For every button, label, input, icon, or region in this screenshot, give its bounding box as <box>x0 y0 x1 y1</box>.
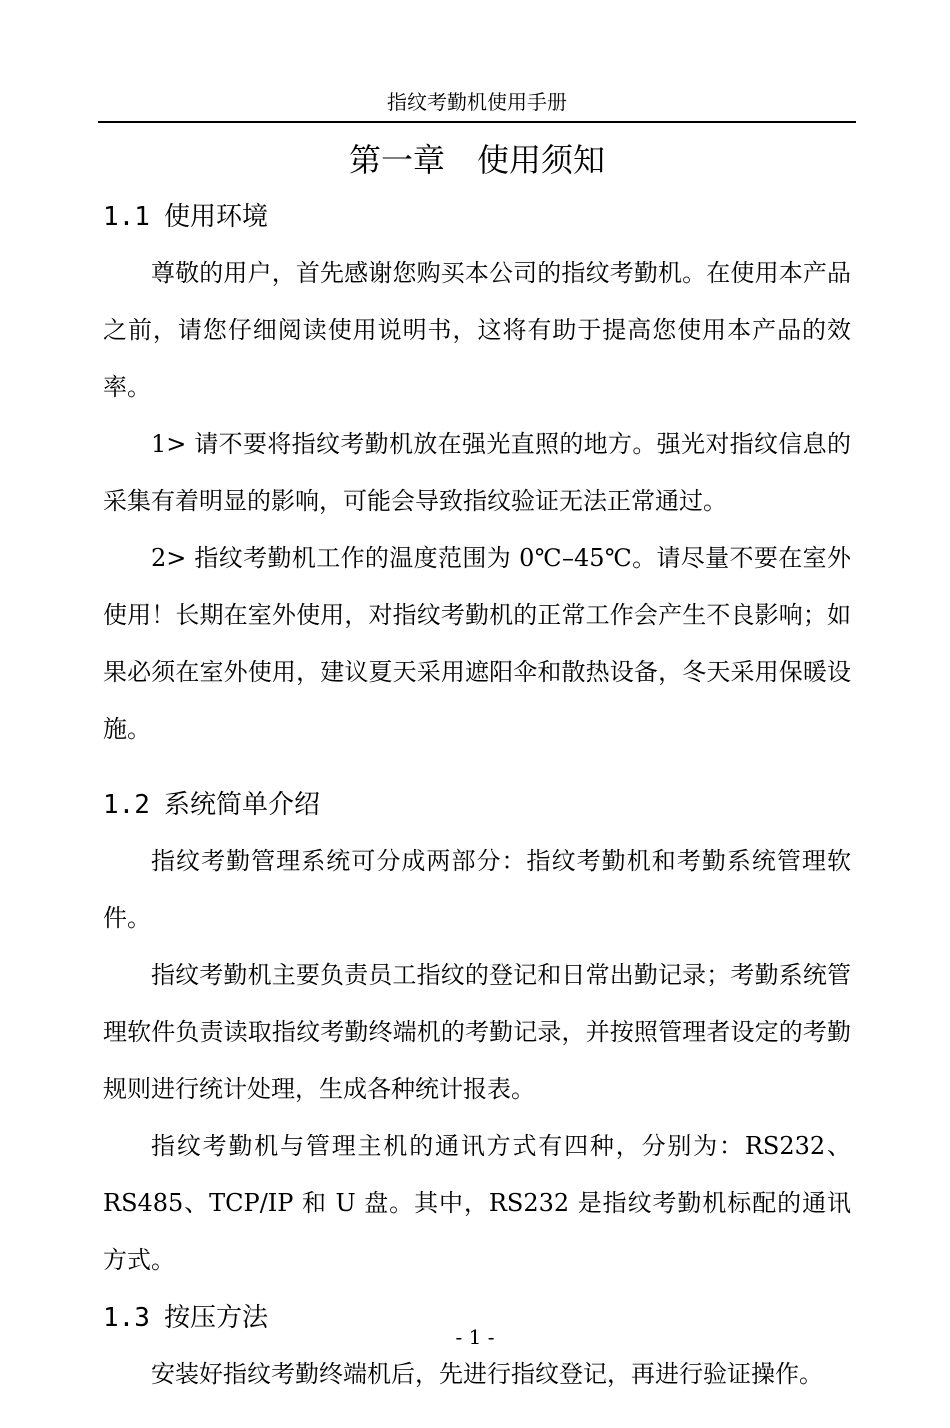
section-heading-1-1 <box>103 188 851 245</box>
section-title: 使用环境 <box>163 201 268 232</box>
section-title: 系统简单介绍 <box>163 789 320 820</box>
chapter-title: 第一章 使用须知 <box>348 141 605 179</box>
paragraph: 指纹考勤机与管理主机的通讯方式有四种，分别为：RS232、RS485、TCP/IP 和 U 盘。其中，RS232 是指纹考勤机标配的通讯方式。 <box>103 1132 851 1274</box>
page-body <box>103 188 851 1403</box>
section-number: 1.1 <box>103 201 150 232</box>
section-number: 1.2 <box>103 789 150 820</box>
paragraph: 安装好指纹考勤终端机后，先进行指纹登记，再进行验证操作。 <box>151 1360 823 1388</box>
paragraph: 1> 请不要将指纹考勤机放在强光直照的地方。强光对指纹信息的采集有着明显的影响，可能会导致指纹验证无法正常通过。 <box>103 430 851 515</box>
page-number: - 1 - <box>455 1325 495 1349</box>
paragraph: 指纹考勤机主要负责员工指纹的登记和日常出勤记录；考勤系统管理软件负责读取指纹考勤终端机的考勤记录，并按照管理者设定的考勤规则进行统计处理，生成各种统计报表。 <box>103 961 851 1103</box>
section-heading-1-2 <box>103 776 851 833</box>
running-header: 指纹考勤机使用手册 <box>387 90 567 114</box>
header-rule <box>98 121 856 123</box>
paragraph: 2> 指纹考勤机工作的温度范围为 0℃–45℃。请尽量不要在室外使用！长期在室外使用，对指纹考勤机的正常工作会产生不良影响；如果必须在室外使用，建议夏天采用遮阳伞和散热设备，冬天采用保暖设施。 <box>103 544 851 743</box>
paragraph: 指纹考勤管理系统可分成两部分：指纹考勤机和考勤系统管理软件。 <box>103 847 851 932</box>
paragraph: 尊敬的用户，首先感谢您购买本公司的指纹考勤机。在使用本产品之前，请您仔细阅读使用说明书，这将有助于提高您使用本产品的效率。 <box>103 259 851 401</box>
section-gap <box>103 758 851 776</box>
section-title: 按压方法 <box>163 1302 268 1333</box>
section-number: 1.3 <box>103 1302 150 1333</box>
